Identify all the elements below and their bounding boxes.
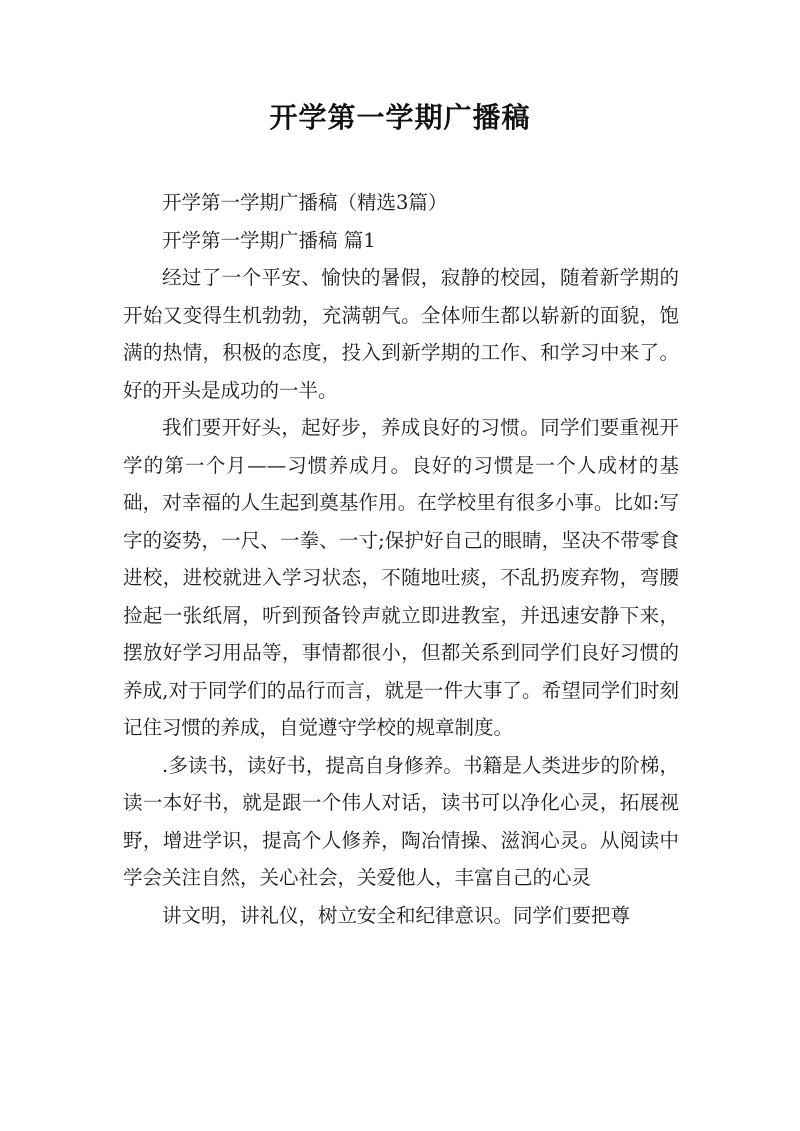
paragraph: 讲文明，讲礼仪，树立安全和纪律意识。同学们要把尊 [162, 903, 631, 927]
document-body [123, 184, 679, 934]
paragraph: 我们要开好头，起好步，养成良好的习惯。同学们要重视开学的第一个月——习惯养成月。良好的习惯是一个人成材的基础，对幸福的人生起到奠基作用。在学校里有很多小事。比如:写字的姿势，一尺、一拳、一寸;保护好自己的眼睛，坚决不带零食进校，进校就进入学习状态，不随地吐痰，不乱扔废弃物，弯腰捡起一张纸屑，听到预备铃声就立即进教室，并迅速安静下来，摆放好学习用品等，事情都很小，但都关系到同学们良好习惯的养成,对于同学们的品行而言，就是一件大事了。希望同学们时刻记住习惯的养成，自觉遵守学校的规章制度。 [123, 416, 679, 739]
section-heading: 开学第一学期广播稿 篇1 [162, 228, 376, 252]
paragraph: 经过了一个平安、愉快的暑假，寂静的校园，随着新学期的开始又变得生机勃勃，充满朝气。全体师生都以崭新的面貌，饱满的热情，积极的态度，投入到新学期的工作、和学习中来了。好的开头是成功的一半。 [123, 266, 679, 402]
collection-heading: 开学第一学期广播稿（精选3篇） [162, 191, 448, 214]
document-title: 开学第一学期广播稿 [269, 101, 531, 134]
paragraph: .多读书，读好书，提高自身修养。书籍是人类进步的阶梯，读一本好书，就是跟一个伟人对话，读书可以净化心灵，拓展视野，增进学识，提高个人修养，陶冶情操、滋润心灵。从阅读中学会关注自然，关心社会，关爱他人，丰富自己的心灵 [123, 753, 679, 889]
